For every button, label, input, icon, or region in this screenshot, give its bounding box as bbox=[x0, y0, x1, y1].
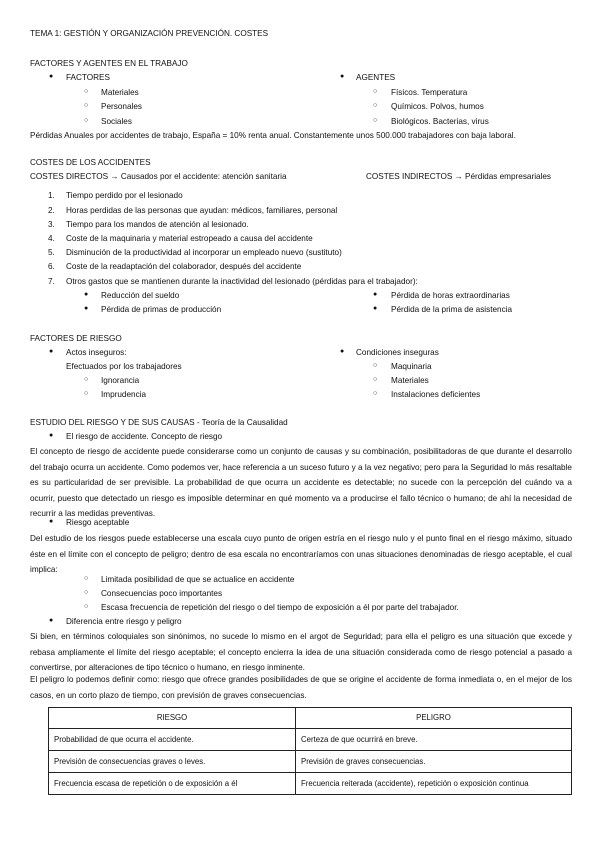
paragraph-text: Si bien, en términos coloquiales son sinónimos, no sucede lo mismo en el argot de Seguridad; para ella el peligro es una situación que excede y rebasa ampliamente el límite del riesgo aceptable; el concepto encierra la idea de una situación considerada como de riesgo potencial a pasado a convertirse, por alteraciones de tipo técnico o humano, en riesgo inminente. bbox=[30, 632, 572, 672]
gasto-item: Pérdida de la prima de asistencia bbox=[391, 305, 513, 314]
bullet-icon: ● bbox=[373, 291, 378, 298]
paragraph-diferencia bbox=[30, 629, 572, 676]
bullet-icon: ● bbox=[49, 518, 54, 525]
agente-item: Biológicos. Bacterias, virus bbox=[391, 117, 489, 126]
circle-bullet-icon: ○ bbox=[373, 102, 378, 109]
circle-bullet-icon: ○ bbox=[84, 117, 89, 124]
riesgo-peligro-table bbox=[48, 707, 572, 795]
circle-bullet-icon: ○ bbox=[84, 376, 89, 383]
coste-item: Horas perdidas de las personas que ayudan: médicos, familiares, personal bbox=[66, 206, 338, 215]
circle-bullet-icon: ○ bbox=[373, 88, 378, 95]
factores-label: FACTORES bbox=[66, 73, 110, 82]
gasto-item: Pérdida de horas extraordinarias bbox=[391, 291, 510, 300]
paragraph-text: El concepto de riesgo de accidente puede considerarse como un conjunto de causas y su combinación, posibilitadoras de que durante el desarrollo del trabajo ocurra un accidente. Como podemos ver, hace referencia a un suceso futuro y a la vez negativo; pero para la Seguridad lo más resaltable es su particularidad de ser previsible. La probabilidad de que ocurra un accidente es detectable; no sucede con la percepción del cuándo va a ocurrir, puesto que detectado un riesgo es imposible determinar en qué momento va a producirse el fallo técnico o humano; de ahí la necesidad de recurrir a las medidas preventivas. bbox=[30, 447, 572, 518]
list-number: 3. bbox=[48, 220, 55, 229]
list-number: 7. bbox=[48, 277, 55, 286]
subheading-riesgo-aceptable: Riesgo aceptable bbox=[66, 518, 130, 527]
circle-bullet-icon: ○ bbox=[84, 575, 89, 582]
circle-bullet-icon: ○ bbox=[84, 102, 89, 109]
paragraph-text: Del estudio de los riesgos puede establecerse una escala cuyo punto de origen estría en el riesgo nulo y el punto final en el riesgo máximo, situado éste en el límite con el concepto de peligro; dentro de esa escala no encontraríamos con unas situaciones denominadas de riesgo aceptable, el cual implica: bbox=[30, 534, 572, 574]
acto-item: Ignorancia bbox=[101, 376, 140, 385]
bullet-icon: ● bbox=[84, 291, 89, 298]
table-cell: Previsión de consecuencias graves o leves. bbox=[49, 751, 296, 773]
table-cell: Certeza de que ocurrirá en breve. bbox=[296, 729, 572, 751]
section-heading-factores-riesgo: FACTORES DE RIESGO bbox=[30, 334, 122, 343]
table-row bbox=[49, 751, 572, 773]
condicion-item: Instalaciones deficientes bbox=[391, 390, 481, 399]
table-cell: Probabilidad de que ocurra el accidente. bbox=[49, 729, 296, 751]
gasto-item: Reducción del sueldo bbox=[101, 291, 180, 300]
paragraph-concepto-riesgo bbox=[30, 444, 572, 522]
bullet-icon: ● bbox=[340, 348, 345, 355]
circle-bullet-icon: ○ bbox=[84, 589, 89, 596]
circle-bullet-icon: ○ bbox=[84, 390, 89, 397]
table-row bbox=[49, 729, 572, 751]
section-heading-estudio: ESTUDIO DEL RIESGO Y DE SUS CAUSAS - Teoría de la Causalidad bbox=[30, 418, 288, 427]
coste-item: Coste de la readaptación del colaborador, después del accidente bbox=[66, 262, 302, 271]
table-cell: Previsión de graves consecuencias. bbox=[296, 751, 572, 773]
circle-bullet-icon: ○ bbox=[373, 362, 378, 369]
section-heading-factores-agentes: FACTORES Y AGENTES EN EL TRABAJO bbox=[30, 59, 188, 68]
factor-item: Personales bbox=[101, 102, 142, 111]
subheading-diferencia: Diferencia entre riesgo y peligro bbox=[66, 617, 182, 626]
circle-bullet-icon: ○ bbox=[373, 376, 378, 383]
list-number: 2. bbox=[48, 206, 55, 215]
agentes-label: AGENTES bbox=[356, 73, 396, 82]
implica-item: Escasa frecuencia de repetición del riesgo o del tiempo de exposición a él por parte del trabajador. bbox=[101, 603, 459, 612]
section-heading-costes: COSTES DE LOS ACCIDENTES bbox=[30, 158, 151, 167]
costes-indirectos: COSTES INDIRECTOS → Pérdidas empresariales bbox=[366, 172, 552, 181]
circle-bullet-icon: ○ bbox=[373, 117, 378, 124]
list-number: 6. bbox=[48, 262, 55, 271]
paragraph-text: El peligro lo podemos definir como: riesgo que ofrece grandes posibilidades de que se origine el accidente de forma inmediata o, en el mejor de los casos, en un corto plazo de tiempo, con previsión de graves consecuencias. bbox=[30, 675, 572, 700]
actos-label: Actos inseguros: bbox=[66, 348, 127, 357]
circle-bullet-icon: ○ bbox=[373, 390, 378, 397]
table-header: PELIGRO bbox=[296, 708, 572, 729]
subheading-concepto-riesgo: El riesgo de accidente. Concepto de riesgo bbox=[66, 432, 223, 441]
condicion-item: Materiales bbox=[391, 376, 429, 385]
coste-item: Otros gastos que se mantienen durante la inactividad del lesionado (pérdidas para el trabajador): bbox=[66, 277, 418, 286]
perdidas-note: Pérdidas Anuales por accidentes de trabajo, España = 10% renta anual. Constantemente unos 500.000 trabajadores con baja laboral. bbox=[30, 131, 516, 140]
bullet-icon: ● bbox=[340, 73, 345, 80]
actos-sub: Efectuados por los trabajadores bbox=[66, 362, 182, 371]
paragraph-riesgo-aceptable bbox=[30, 531, 572, 578]
table-cell: Frecuencia reiterada (accidente), repetición o exposición continua bbox=[296, 773, 572, 795]
bullet-icon: ● bbox=[373, 305, 378, 312]
coste-item: Disminución de la productividad al incorporar un empleado nuevo (sustituto) bbox=[66, 248, 342, 257]
costes-directos: COSTES DIRECTOS → Causados por el accidente: atención sanitaria bbox=[30, 172, 287, 181]
bullet-icon: ● bbox=[49, 432, 54, 439]
bullet-icon: ● bbox=[49, 73, 54, 80]
bullet-icon: ● bbox=[49, 617, 54, 624]
factor-item: Sociales bbox=[101, 117, 132, 126]
table-header: RIESGO bbox=[49, 708, 296, 729]
coste-item: Tiempo perdido por el lesionado bbox=[66, 191, 183, 200]
coste-item: Tiempo para los mandos de atención al lesionado. bbox=[66, 220, 249, 229]
implica-item: Limitada posibilidad de que se actualice en accidente bbox=[101, 575, 295, 584]
document-title: TEMA 1: GESTIÓN Y ORGANIZACIÓN PREVENCIÓN. COSTES bbox=[30, 29, 269, 38]
list-number: 4. bbox=[48, 234, 55, 243]
condicion-item: Maquinaria bbox=[391, 362, 432, 371]
coste-item: Coste de la maquinaria y material estropeado a causa del accidente bbox=[66, 234, 313, 243]
table-row bbox=[49, 773, 572, 795]
table-cell: Frecuencia escasa de repetición o de exposición a él bbox=[49, 773, 296, 795]
circle-bullet-icon: ○ bbox=[84, 603, 89, 610]
bullet-icon: ● bbox=[49, 348, 54, 355]
acto-item: Imprudencia bbox=[101, 390, 147, 399]
gasto-item: Pérdida de primas de producción bbox=[101, 305, 222, 314]
bullet-icon: ● bbox=[84, 305, 89, 312]
table-header-row bbox=[49, 708, 572, 729]
condiciones-label: Condiciones inseguras bbox=[356, 348, 439, 357]
agente-item: Físicos. Temperatura bbox=[391, 88, 468, 97]
implica-item: Consecuencias poco importantes bbox=[101, 589, 223, 598]
factor-item: Materiales bbox=[101, 88, 139, 97]
agente-item: Químicos. Polvos, humos bbox=[391, 102, 484, 111]
list-number: 5. bbox=[48, 248, 55, 257]
paragraph-peligro-definicion bbox=[30, 672, 572, 703]
list-number: 1. bbox=[48, 191, 55, 200]
circle-bullet-icon: ○ bbox=[84, 88, 89, 95]
